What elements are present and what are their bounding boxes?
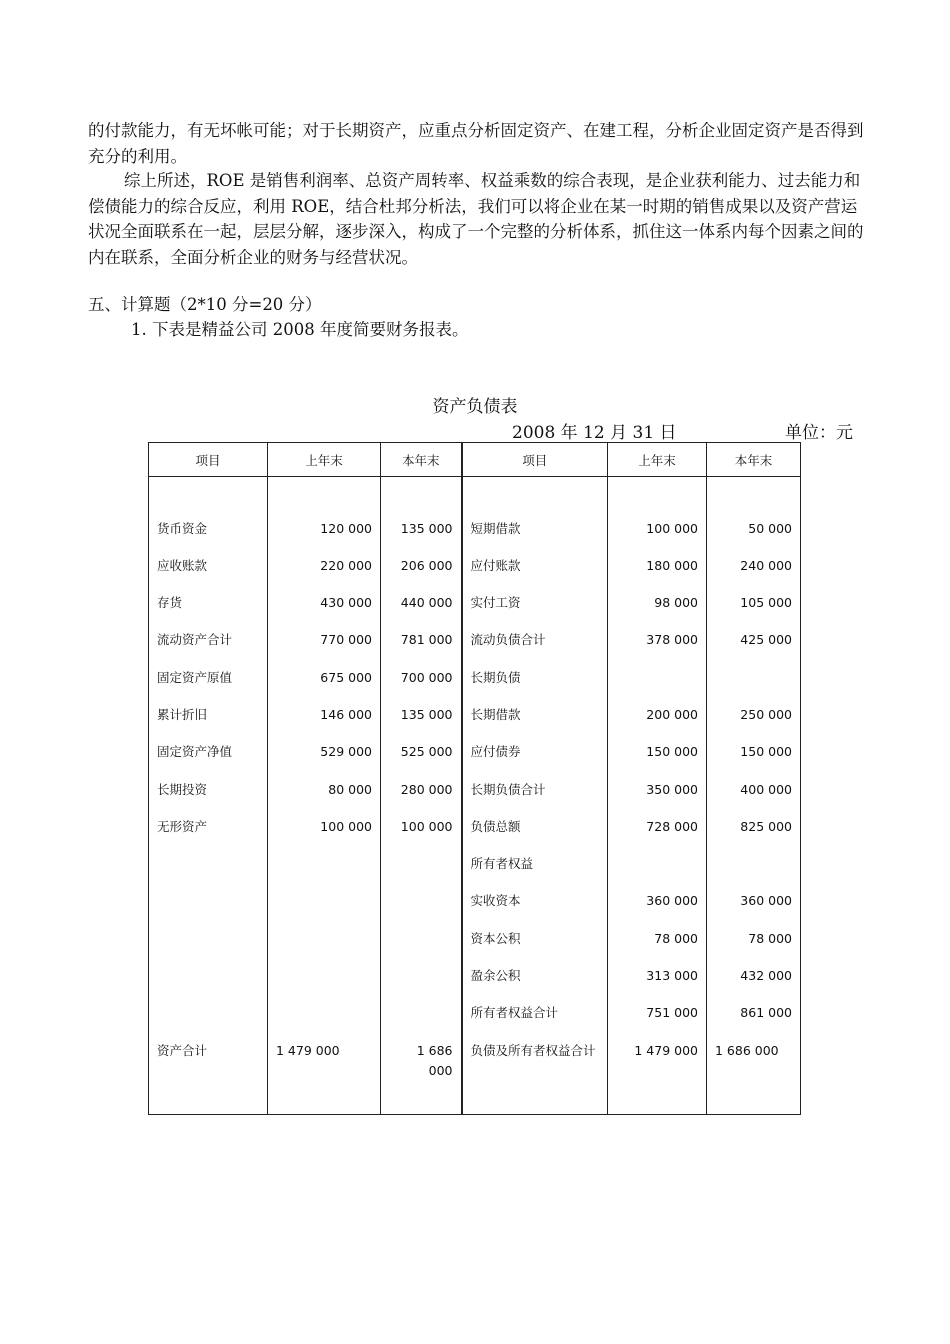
cell-value bbox=[381, 846, 462, 883]
cell-item: 盈余公积 bbox=[462, 958, 608, 995]
cell-value: 100 000 bbox=[268, 809, 381, 846]
cell-value: 280 000 bbox=[381, 772, 462, 809]
cell-value: 751 000 bbox=[608, 995, 707, 1032]
cell-value: 206 000 bbox=[381, 548, 462, 585]
cell-value: 378 000 bbox=[608, 622, 707, 659]
cell-item bbox=[149, 958, 268, 995]
cell-item: 存货 bbox=[149, 585, 268, 622]
cell-value: 728 000 bbox=[608, 809, 707, 846]
header-prev-right: 上年末 bbox=[608, 443, 707, 477]
cell-value: 100 000 bbox=[608, 511, 707, 548]
cell-item: 长期负债 bbox=[462, 660, 608, 697]
cell-item: 流动负债合计 bbox=[462, 622, 608, 659]
cell-value: 529 000 bbox=[268, 734, 381, 771]
cell-item: 资本公积 bbox=[462, 921, 608, 958]
cell-value: 1 479 000 bbox=[608, 1033, 707, 1115]
cell-item: 无形资产 bbox=[149, 809, 268, 846]
paragraph-roe-summary: 综上所述，ROE 是销售利润率、总资产周转率、权益乘数的综合表现，是企业获利能力、过去能力和偿债能力的综合反应，利用 ROE，结合杜邦分析法，我们可以将企业在某一时期的销售成果以及资产营运状况全面联系在一起，层层分解，逐步深入，构成了一个完整的分析体系，抓住这一体系内每个因素之间的内在联系，全面分析企业的财务与经营状况。 bbox=[88, 171, 864, 267]
cell-item: 应付账款 bbox=[462, 548, 608, 585]
header-prev-left: 上年末 bbox=[268, 443, 381, 477]
cell-value: 770 000 bbox=[268, 622, 381, 659]
cell-value: 1 686 000 bbox=[707, 1033, 801, 1115]
cell-value: 350 000 bbox=[608, 772, 707, 809]
table-row bbox=[149, 697, 801, 734]
cell-value: 50 000 bbox=[707, 511, 801, 548]
cell-item bbox=[149, 846, 268, 883]
table-unit: 单位：元 bbox=[785, 423, 853, 443]
cell-item: 长期投资 bbox=[149, 772, 268, 809]
cell-value: 525 000 bbox=[381, 734, 462, 771]
cell-value bbox=[381, 995, 462, 1032]
cell-value: 200 000 bbox=[608, 697, 707, 734]
cell-item: 所有者权益 bbox=[462, 846, 608, 883]
cell-value: 120 000 bbox=[268, 511, 381, 548]
cell-item: 累计折旧 bbox=[149, 697, 268, 734]
cell-item: 负债总额 bbox=[462, 809, 608, 846]
question-text: 1. 下表是精益公司 2008 年度简要财务报表。 bbox=[131, 320, 469, 339]
cell-item: 短期借款 bbox=[462, 511, 608, 548]
cell-value: 105 000 bbox=[707, 585, 801, 622]
cell-value: 1 686 000 bbox=[381, 1033, 462, 1115]
cell-value: 360 000 bbox=[608, 883, 707, 920]
cell-value bbox=[268, 846, 381, 883]
cell-value bbox=[608, 846, 707, 883]
cell-value bbox=[608, 660, 707, 697]
cell-value bbox=[707, 660, 801, 697]
cell-total-liabilities-label: 负债及所有者权益合计 bbox=[462, 1033, 608, 1115]
paragraph-payment-ability: 的付款能力，有无坏帐可能；对于长期资产，应重点分析固定资产、在建工程，分析企业固定资产是否得到充分的利用。 bbox=[88, 121, 864, 166]
cell-item: 实付工资 bbox=[462, 585, 608, 622]
table-row bbox=[149, 772, 801, 809]
cell-item: 所有者权益合计 bbox=[462, 995, 608, 1032]
cell-value: 135 000 bbox=[381, 697, 462, 734]
cell-value: 100 000 bbox=[381, 809, 462, 846]
cell-item: 货币资金 bbox=[149, 511, 268, 548]
cell-item bbox=[149, 995, 268, 1032]
cell-value: 825 000 bbox=[707, 809, 801, 846]
cell-value bbox=[268, 921, 381, 958]
cell-value: 432 000 bbox=[707, 958, 801, 995]
cell-value: 400 000 bbox=[707, 772, 801, 809]
table-row bbox=[149, 809, 801, 846]
cell-value bbox=[268, 958, 381, 995]
cell-value: 240 000 bbox=[707, 548, 801, 585]
cell-value bbox=[381, 958, 462, 995]
cell-item bbox=[149, 921, 268, 958]
table-date: 2008 年 12 月 31 日 bbox=[512, 423, 677, 443]
cell-value: 861 000 bbox=[707, 995, 801, 1032]
cell-value: 425 000 bbox=[707, 622, 801, 659]
cell-value: 313 000 bbox=[608, 958, 707, 995]
cell-value bbox=[381, 921, 462, 958]
header-item-right: 项目 bbox=[462, 443, 608, 477]
cell-value: 150 000 bbox=[707, 734, 801, 771]
table-row bbox=[149, 958, 801, 995]
cell-value: 135 000 bbox=[381, 511, 462, 548]
cell-value: 180 000 bbox=[608, 548, 707, 585]
section-title: 五、计算题（2*10 分=20 分） bbox=[88, 295, 322, 314]
cell-value: 250 000 bbox=[707, 697, 801, 734]
cell-value: 675 000 bbox=[268, 660, 381, 697]
table-row bbox=[149, 622, 801, 659]
cell-value: 78 000 bbox=[707, 921, 801, 958]
table-row bbox=[149, 660, 801, 697]
table-row bbox=[149, 846, 801, 883]
cell-value: 80 000 bbox=[268, 772, 381, 809]
cell-item: 实收资本 bbox=[462, 883, 608, 920]
header-curr-left: 本年末 bbox=[381, 443, 462, 477]
cell-value: 220 000 bbox=[268, 548, 381, 585]
cell-value: 430 000 bbox=[268, 585, 381, 622]
table-title: 资产负债表 bbox=[432, 397, 518, 417]
cell-total-assets-label: 资产合计 bbox=[149, 1033, 268, 1115]
table-header-row bbox=[149, 443, 801, 477]
table-row bbox=[149, 511, 801, 548]
table-spacer-row bbox=[149, 477, 801, 511]
table-row bbox=[149, 548, 801, 585]
header-curr-right: 本年末 bbox=[707, 443, 801, 477]
cell-item: 应付债券 bbox=[462, 734, 608, 771]
cell-value: 360 000 bbox=[707, 883, 801, 920]
cell-value: 150 000 bbox=[608, 734, 707, 771]
cell-value: 700 000 bbox=[381, 660, 462, 697]
cell-value: 78 000 bbox=[608, 921, 707, 958]
cell-value bbox=[707, 846, 801, 883]
cell-item bbox=[149, 883, 268, 920]
header-item-left: 项目 bbox=[149, 443, 268, 477]
table-row bbox=[149, 995, 801, 1032]
cell-value: 440 000 bbox=[381, 585, 462, 622]
cell-item: 应收账款 bbox=[149, 548, 268, 585]
cell-item: 长期负债合计 bbox=[462, 772, 608, 809]
cell-value: 781 000 bbox=[381, 622, 462, 659]
table-row bbox=[149, 883, 801, 920]
cell-item: 固定资产净值 bbox=[149, 734, 268, 771]
cell-value bbox=[268, 995, 381, 1032]
cell-value bbox=[268, 883, 381, 920]
table-row bbox=[149, 734, 801, 771]
cell-value: 146 000 bbox=[268, 697, 381, 734]
table-total-row bbox=[149, 1033, 801, 1115]
cell-value: 98 000 bbox=[608, 585, 707, 622]
cell-value bbox=[381, 883, 462, 920]
table-row bbox=[149, 585, 801, 622]
balance-sheet-table bbox=[148, 442, 801, 1115]
cell-item: 固定资产原值 bbox=[149, 660, 268, 697]
cell-value: 1 479 000 bbox=[268, 1033, 381, 1115]
cell-item: 长期借款 bbox=[462, 697, 608, 734]
table-row bbox=[149, 921, 801, 958]
cell-item: 流动资产合计 bbox=[149, 622, 268, 659]
